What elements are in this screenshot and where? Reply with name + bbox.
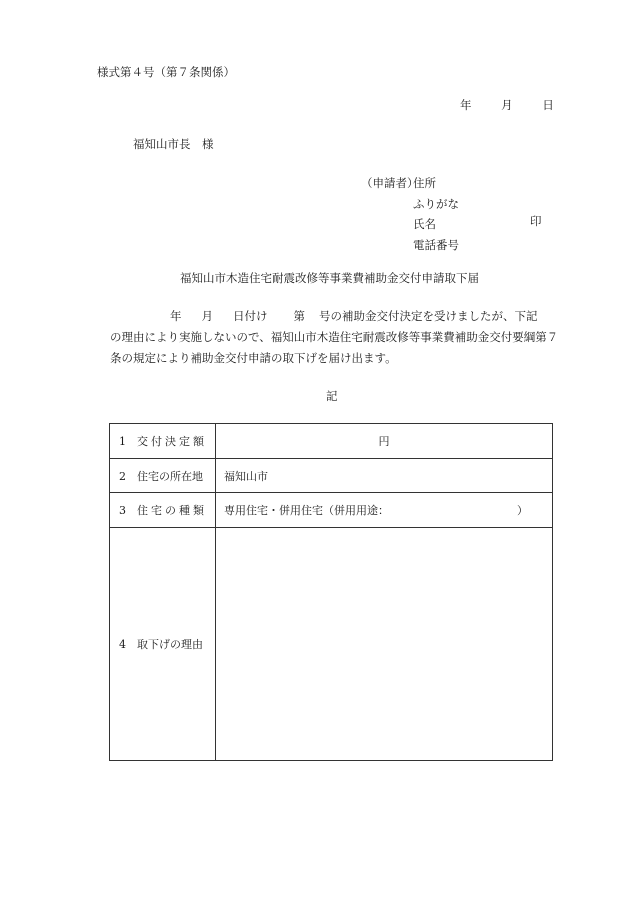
- document-title: 福知山市木造住宅耐震改修等事業費補助金交付申請取下届: [180, 271, 479, 285]
- details-table: [109, 423, 553, 761]
- table-row: [110, 528, 553, 761]
- phone-label: 電話番号: [413, 237, 459, 252]
- body-year: 年: [170, 309, 182, 323]
- seal-mark: 印: [530, 214, 542, 228]
- row-number: 2: [119, 469, 126, 483]
- body-month: 月: [201, 309, 213, 323]
- withdrawal-reason-field[interactable]: [216, 528, 553, 761]
- row-label: [110, 528, 216, 761]
- row-label-text: 住宅の所在地: [137, 469, 203, 483]
- table-row: [110, 493, 553, 528]
- body-day: 日付け: [233, 309, 268, 323]
- table-row: [110, 459, 553, 493]
- body-text: [110, 306, 565, 369]
- date-line: [460, 97, 554, 113]
- furigana-label: ふりがな: [413, 196, 459, 211]
- yen-unit: 円: [378, 435, 390, 448]
- body-rest: 号の補助金交付決定を受けましたが、下記: [319, 309, 538, 323]
- city-prefix: 福知山市: [224, 469, 268, 483]
- row-number: 3: [119, 504, 126, 517]
- applicant-fields: [413, 175, 459, 257]
- addressee: 福知山市長 様: [133, 137, 214, 151]
- row-number: 1: [119, 435, 126, 448]
- house-type-field[interactable]: [216, 493, 553, 528]
- row-label-text: 住宅の種類: [137, 504, 207, 517]
- closing-paren: ）: [517, 504, 528, 517]
- house-location-field[interactable]: [216, 459, 553, 493]
- row-label: [110, 493, 216, 528]
- row-number: 4: [119, 638, 126, 651]
- body-line-1: [110, 306, 565, 327]
- grant-amount-field[interactable]: [216, 424, 553, 459]
- body-dai: 第: [293, 309, 305, 323]
- name-label: 氏名: [413, 217, 436, 231]
- date-month: 月: [501, 98, 513, 112]
- date-year: 年: [460, 98, 472, 112]
- row-label-text: 交付決定額: [137, 435, 207, 448]
- row-label: [110, 424, 216, 459]
- applicant-label: （申請者）: [361, 176, 419, 190]
- body-line-3: 条の規定により補助金交付申請の取下げを届け出ます。: [110, 351, 397, 365]
- form-number: 様式第４号（第７条関係）: [97, 65, 235, 79]
- row-label-text: 取下げの理由: [137, 638, 203, 651]
- body-line-2: の理由により実施しないので、福知山市木造住宅耐震改修等事業費補助金交付要綱第７: [110, 330, 559, 344]
- ki-heading: 記: [326, 389, 338, 403]
- table-row: [110, 424, 553, 459]
- address-label: 住所: [413, 176, 436, 190]
- row-label: [110, 459, 216, 493]
- date-day: 日: [542, 98, 554, 112]
- house-type-options: 専用住宅・併用住宅（併用用途：: [224, 504, 389, 517]
